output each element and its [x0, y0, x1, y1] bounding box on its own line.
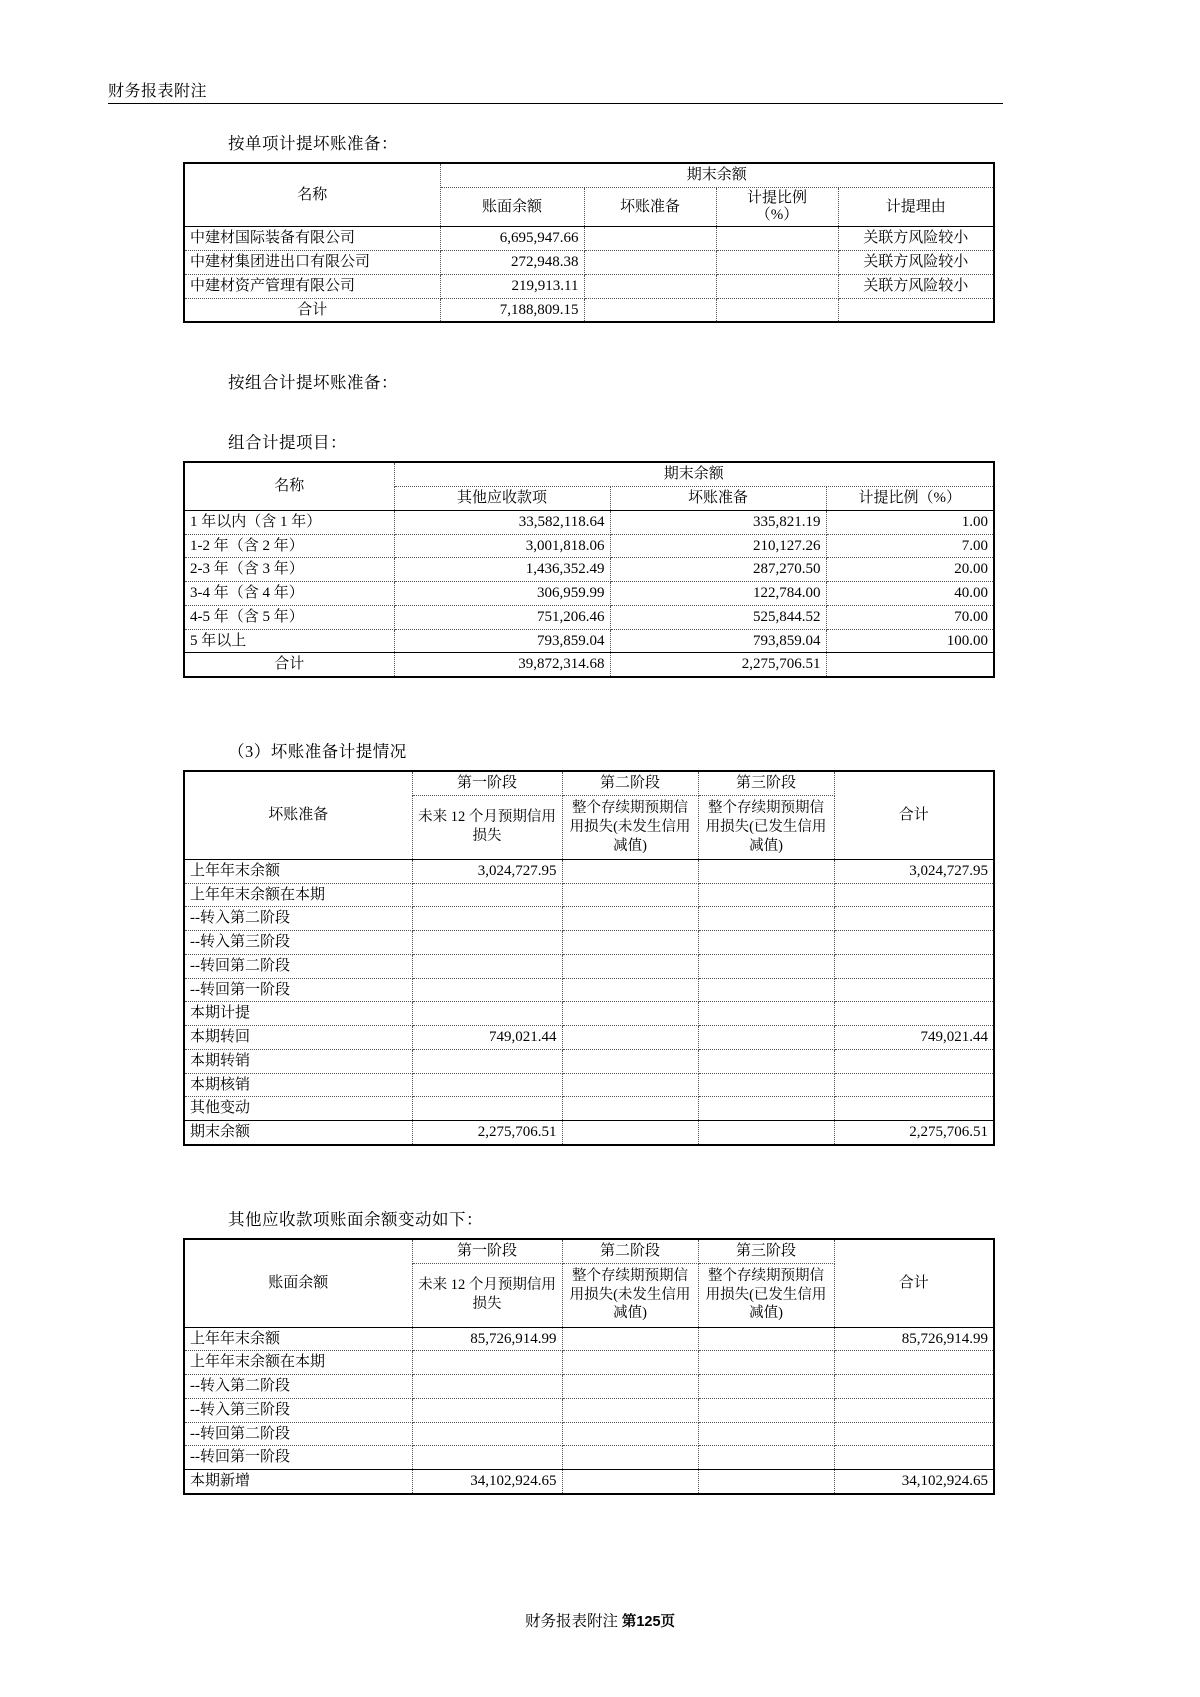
th-row-label: 账面余额	[184, 1239, 412, 1327]
cell-total	[834, 907, 994, 931]
table-single-provision	[183, 162, 995, 323]
cell-ratio	[716, 274, 838, 298]
cell-stage2	[562, 883, 698, 907]
cell-book-balance: 6,695,947.66	[440, 227, 584, 251]
table-row	[184, 1470, 994, 1494]
th-stage2-desc: 整个存续期预期信用损失(未发生信用减值)	[562, 1263, 698, 1327]
cell-stage2	[562, 1002, 698, 1026]
cell-stage1	[412, 1398, 562, 1422]
table-row	[184, 629, 994, 653]
cell-total: 85,726,914.99	[834, 1327, 994, 1351]
cell-bad-debt: 122,784.00	[610, 582, 826, 606]
table-row	[184, 1351, 994, 1375]
th-book-balance: 账面余额	[440, 187, 584, 227]
cell-label: --转回第二阶段	[184, 1422, 412, 1446]
cell-ratio: 70.00	[826, 605, 994, 629]
cell-total-ratio	[716, 298, 838, 322]
cell-label: --转回第一阶段	[184, 978, 412, 1002]
cell-label: 本期计提	[184, 1002, 412, 1026]
table-total-row	[184, 653, 994, 677]
th-ratio: 计提比例（%）	[826, 487, 994, 511]
cell-stage3	[698, 1470, 834, 1494]
cell-bad-debt	[584, 227, 716, 251]
cell-stage3	[698, 1121, 834, 1145]
cell-stage2	[562, 978, 698, 1002]
cell-stage1	[412, 978, 562, 1002]
table-row	[184, 931, 994, 955]
cell-total	[834, 954, 994, 978]
cell-stage3	[698, 1327, 834, 1351]
cell-stage2	[562, 1351, 698, 1375]
cell-book-balance: 219,913.11	[440, 274, 584, 298]
cell-book-balance: 272,948.38	[440, 251, 584, 275]
section-title-single-provision: 按单项计提坏账准备：	[228, 134, 398, 153]
cell-other-receivables: 793,859.04	[394, 629, 610, 653]
table-combo-provision	[183, 461, 995, 678]
cell-stage3	[698, 883, 834, 907]
table-row	[184, 1398, 994, 1422]
cell-stage2	[562, 1470, 698, 1494]
table-row	[184, 582, 994, 606]
cell-name: 2-3 年（含 3 年）	[184, 558, 394, 582]
cell-label: 本期新增	[184, 1470, 412, 1494]
cell-ratio	[716, 227, 838, 251]
cell-stage1	[412, 1097, 562, 1121]
cell-stage2	[562, 1446, 698, 1470]
cell-label: 上年年末余额	[184, 859, 412, 883]
cell-total-bad-debt: 2,275,706.51	[610, 653, 826, 677]
table-row	[184, 510, 994, 534]
cell-total: 749,021.44	[834, 1026, 994, 1050]
th-stage2: 第二阶段	[562, 1239, 698, 1263]
table-provision-detail	[183, 770, 995, 1146]
table-header-row	[184, 163, 994, 187]
cell-label: --转入第二阶段	[184, 907, 412, 931]
cell-label: --转回第二阶段	[184, 954, 412, 978]
cell-stage3	[698, 1026, 834, 1050]
table-row	[184, 1097, 994, 1121]
cell-stage1	[412, 1375, 562, 1399]
table-row	[184, 605, 994, 629]
cell-name: 1-2 年（含 2 年）	[184, 534, 394, 558]
table-row	[184, 954, 994, 978]
cell-stage1: 85,726,914.99	[412, 1327, 562, 1351]
cell-stage2	[562, 1049, 698, 1073]
cell-stage3	[698, 907, 834, 931]
cell-ratio: 40.00	[826, 582, 994, 606]
th-stage1: 第一阶段	[412, 771, 562, 795]
th-total: 合计	[834, 771, 994, 859]
table-row	[184, 1026, 994, 1050]
cell-total: 3,024,727.95	[834, 859, 994, 883]
cell-ratio: 7.00	[826, 534, 994, 558]
table-wrap-combo	[183, 461, 993, 678]
table-row	[184, 883, 994, 907]
th-name: 名称	[184, 163, 440, 227]
cell-stage2	[562, 1327, 698, 1351]
cell-stage2	[562, 859, 698, 883]
cell-name: 3-4 年（含 4 年）	[184, 582, 394, 606]
cell-label: 本期核销	[184, 1073, 412, 1097]
cell-stage1: 749,021.44	[412, 1026, 562, 1050]
table-row	[184, 558, 994, 582]
cell-name: 中建材资产管理有限公司	[184, 274, 440, 298]
cell-stage2	[562, 1422, 698, 1446]
cell-name: 4-5 年（含 5 年）	[184, 605, 394, 629]
th-stage1-desc: 未来 12 个月预期信用损失	[412, 795, 562, 859]
cell-stage3	[698, 1097, 834, 1121]
cell-label: --转入第三阶段	[184, 1398, 412, 1422]
cell-total	[834, 978, 994, 1002]
cell-stage3	[698, 859, 834, 883]
th-stage3: 第三阶段	[698, 1239, 834, 1263]
cell-ratio: 100.00	[826, 629, 994, 653]
th-ratio-line1: 计提比例	[746, 189, 807, 206]
section-title-book-balance-change: 其他应收款项账面余额变动如下：	[228, 1209, 483, 1229]
cell-stage3	[698, 1002, 834, 1026]
cell-ratio	[716, 251, 838, 275]
cell-other-receivables: 1,436,352.49	[394, 558, 610, 582]
spacer	[0, 678, 1200, 738]
th-stage2: 第二阶段	[562, 771, 698, 795]
cell-name: 中建材集团进出口有限公司	[184, 251, 440, 275]
cell-label: 上年年末余额在本期	[184, 883, 412, 907]
cell-name: 5 年以上	[184, 629, 394, 653]
th-total: 合计	[834, 1239, 994, 1327]
cell-total	[834, 1073, 994, 1097]
spacer	[0, 401, 1200, 429]
th-stage1-desc: 未来 12 个月预期信用损失	[412, 1263, 562, 1327]
cell-other-receivables: 306,959.99	[394, 582, 610, 606]
cell-stage1	[412, 1002, 562, 1026]
table-wrap-single	[183, 162, 993, 323]
section-title-combo-items: 组合计提项目：	[228, 433, 347, 453]
cell-stage1	[412, 931, 562, 955]
cell-stage1	[412, 1422, 562, 1446]
cell-total: 2,275,706.51	[834, 1121, 994, 1145]
cell-total	[834, 883, 994, 907]
table-header-row	[184, 462, 994, 486]
cell-bad-debt: 210,127.26	[610, 534, 826, 558]
cell-reason: 关联方风险较小	[838, 274, 994, 298]
cell-stage3	[698, 1073, 834, 1097]
table-row	[184, 1446, 994, 1470]
th-ratio-line2: （%）	[755, 207, 799, 223]
table-row	[184, 978, 994, 1002]
cell-total	[834, 1375, 994, 1399]
table-row	[184, 251, 994, 275]
th-ratio	[716, 187, 838, 227]
cell-total	[834, 1422, 994, 1446]
cell-other-receivables: 33,582,118.64	[394, 510, 610, 534]
table-header-row	[184, 771, 994, 795]
th-other-receivables: 其他应收款项	[394, 487, 610, 511]
footer-page-number: 第125页	[621, 1614, 676, 1630]
cell-stage3	[698, 1422, 834, 1446]
cell-stage3	[698, 1049, 834, 1073]
cell-total-ratio	[826, 653, 994, 677]
table-row	[184, 1121, 994, 1145]
table-row	[184, 1049, 994, 1073]
cell-stage2	[562, 1121, 698, 1145]
cell-label: --转入第二阶段	[184, 1375, 412, 1399]
cell-total	[834, 1351, 994, 1375]
cell-stage3	[698, 931, 834, 955]
cell-stage2	[562, 907, 698, 931]
cell-stage1	[412, 883, 562, 907]
cell-total	[834, 1049, 994, 1073]
table-row	[184, 1327, 994, 1351]
cell-ratio: 1.00	[826, 510, 994, 534]
table-row	[184, 1002, 994, 1026]
table-row	[184, 1422, 994, 1446]
cell-total-reason	[838, 298, 994, 322]
th-stage3: 第三阶段	[698, 771, 834, 795]
cell-name: 1 年以内（含 1 年）	[184, 510, 394, 534]
th-stage3-desc: 整个存续期预期信用损失(已发生信用减值)	[698, 1263, 834, 1327]
cell-total	[834, 1398, 994, 1422]
page-content	[0, 130, 1200, 1495]
cell-stage3	[698, 954, 834, 978]
header-divider	[108, 103, 1003, 104]
cell-stage3	[698, 1351, 834, 1375]
cell-total-bad-debt	[584, 298, 716, 322]
section-title-combo-provision: 按组合计提坏账准备：	[228, 373, 398, 393]
cell-stage2	[562, 954, 698, 978]
spacer	[0, 1146, 1200, 1206]
cell-stage3	[698, 1398, 834, 1422]
cell-stage1: 34,102,924.65	[412, 1470, 562, 1494]
table-row	[184, 227, 994, 251]
cell-bad-debt	[584, 274, 716, 298]
cell-label: --转回第一阶段	[184, 1446, 412, 1470]
cell-total: 34,102,924.65	[834, 1470, 994, 1494]
cell-reason: 关联方风险较小	[838, 227, 994, 251]
cell-stage2	[562, 1073, 698, 1097]
cell-total-label: 合计	[184, 298, 440, 322]
cell-other-receivables: 751,206.46	[394, 605, 610, 629]
cell-stage1	[412, 907, 562, 931]
cell-label: 其他变动	[184, 1097, 412, 1121]
spacer	[0, 323, 1200, 369]
cell-bad-debt	[584, 251, 716, 275]
cell-bad-debt: 525,844.52	[610, 605, 826, 629]
cell-stage3	[698, 1446, 834, 1470]
cell-stage1	[412, 1049, 562, 1073]
table-row	[184, 1375, 994, 1399]
section-title-provision-detail: （3）坏账准备计提情况	[228, 742, 407, 761]
table-row	[184, 534, 994, 558]
cell-stage2	[562, 1026, 698, 1050]
table-row	[184, 907, 994, 931]
table-total-row	[184, 298, 994, 322]
th-period-end: 期末余额	[394, 462, 994, 486]
cell-stage1	[412, 1446, 562, 1470]
cell-stage1	[412, 1073, 562, 1097]
th-name: 名称	[184, 462, 394, 510]
th-row-label: 坏账准备	[184, 771, 412, 859]
cell-total-label: 合计	[184, 653, 394, 677]
cell-stage2	[562, 931, 698, 955]
footer-label: 财务报表附注	[524, 1613, 618, 1630]
cell-label: 上年年末余额	[184, 1327, 412, 1351]
cell-stage2	[562, 1097, 698, 1121]
th-reason: 计提理由	[838, 187, 994, 227]
cell-stage3	[698, 978, 834, 1002]
cell-stage2	[562, 1398, 698, 1422]
cell-label: 期末余额	[184, 1121, 412, 1145]
cell-stage1	[412, 954, 562, 978]
page-header: 财务报表附注	[108, 83, 208, 100]
cell-label: 上年年末余额在本期	[184, 1351, 412, 1375]
cell-name: 中建材国际装备有限公司	[184, 227, 440, 251]
cell-stage3	[698, 1375, 834, 1399]
cell-stage1	[412, 1351, 562, 1375]
cell-other-receivables: 3,001,818.06	[394, 534, 610, 558]
cell-total	[834, 1002, 994, 1026]
th-stage1: 第一阶段	[412, 1239, 562, 1263]
cell-label: 本期转销	[184, 1049, 412, 1073]
cell-bad-debt: 793,859.04	[610, 629, 826, 653]
cell-total	[834, 1097, 994, 1121]
th-bad-debt: 坏账准备	[610, 487, 826, 511]
cell-total-other-receivables: 39,872,314.68	[394, 653, 610, 677]
cell-total	[834, 931, 994, 955]
cell-bad-debt: 287,270.50	[610, 558, 826, 582]
th-stage2-desc: 整个存续期预期信用损失(未发生信用减值)	[562, 795, 698, 859]
table-wrap-provision	[183, 770, 993, 1146]
table-header-row	[184, 1239, 994, 1263]
table-row	[184, 1073, 994, 1097]
cell-reason: 关联方风险较小	[838, 251, 994, 275]
table-row	[184, 274, 994, 298]
cell-label: 本期转回	[184, 1026, 412, 1050]
table-book-balance-change	[183, 1238, 995, 1495]
page-footer	[0, 1609, 1200, 1631]
th-stage3-desc: 整个存续期预期信用损失(已发生信用减值)	[698, 795, 834, 859]
th-period-end: 期末余额	[440, 163, 994, 187]
cell-total-book-balance: 7,188,809.15	[440, 298, 584, 322]
cell-bad-debt: 335,821.19	[610, 510, 826, 534]
cell-stage1: 3,024,727.95	[412, 859, 562, 883]
cell-total	[834, 1446, 994, 1470]
cell-stage2	[562, 1375, 698, 1399]
table-row	[184, 859, 994, 883]
cell-stage1: 2,275,706.51	[412, 1121, 562, 1145]
cell-label: --转入第三阶段	[184, 931, 412, 955]
cell-ratio: 20.00	[826, 558, 994, 582]
table-wrap-book-balance	[183, 1238, 993, 1495]
th-bad-debt: 坏账准备	[584, 187, 716, 227]
